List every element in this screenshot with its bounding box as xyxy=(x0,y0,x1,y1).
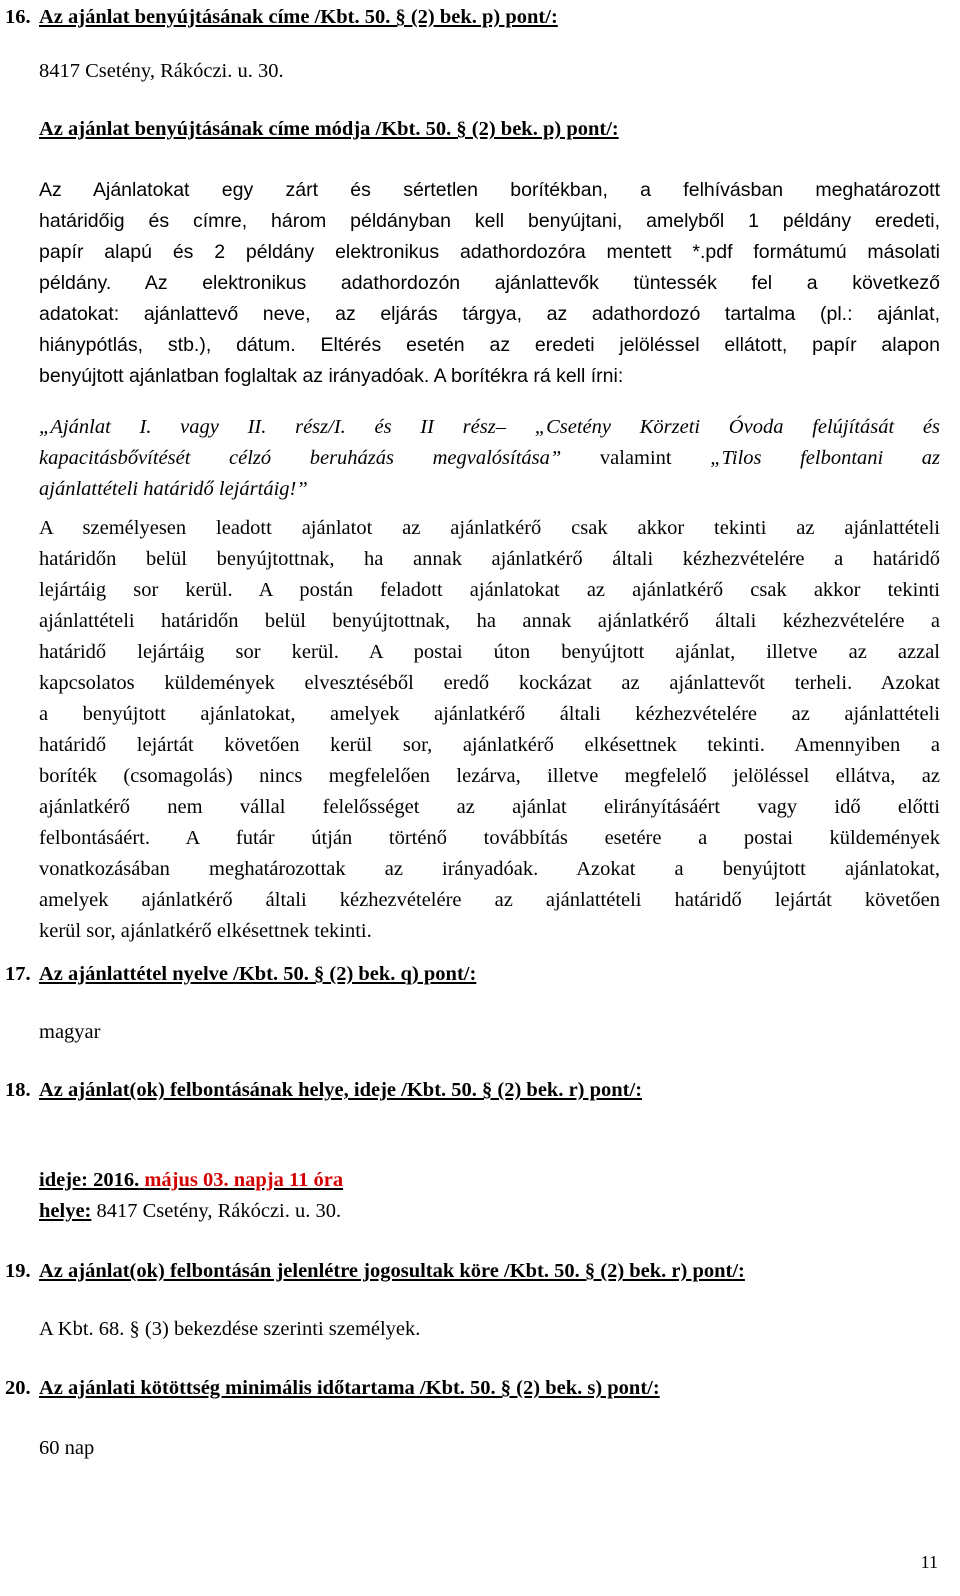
opening-time xyxy=(39,1169,343,1192)
paragraph-line: a benyújtott ajánlatokat, amelyek ajánlatkérő általi kézhezvételére az ajánlattételi xyxy=(39,703,940,725)
section-17-heading: Az ajánlattétel nyelve /Kbt. 50. § (2) bek. q) pont/: xyxy=(39,963,477,985)
paragraph-line: ajánlatkérő nem vállal felelősséget az ajánlat elirányításáért vagy idő előtti xyxy=(39,796,940,818)
paragraph-line: lejártáig sor kerül. A postán feladott ajánlatokat az ajánlatkérő csak akkor tekinti xyxy=(39,579,940,601)
paragraph-line: benyújtott ajánlatban foglaltak az irányadóak. A borítékra rá kell írni: xyxy=(39,365,624,387)
quote-line xyxy=(39,443,940,474)
quote-normal: valamint xyxy=(599,447,672,469)
paragraph-line: ajánlattételi határidőn belül benyújtottnak, ha annak ajánlatkérő általi kézhezvételére a xyxy=(39,610,940,632)
opening-time-value: május 03. napja 11 óra xyxy=(144,1169,344,1191)
section-18-number: 18. xyxy=(5,1079,31,1101)
section-20-number: 20. xyxy=(5,1377,31,1399)
quote-italic: kapacitásbővítését célzó beruházás megvalósítása” xyxy=(39,447,562,469)
paragraph-line: határidőig és címre, három példányban kell benyújtani, amelyből 1 példány eredeti, xyxy=(39,210,940,232)
section-17-value: magyar xyxy=(39,1021,101,1043)
section-19-heading: Az ajánlat(ok) felbontásán jelenlétre jogosultak köre /Kbt. 50. § (2) bek. r) pont/: xyxy=(39,1260,745,1282)
paragraph-line: amelyek ajánlatkérő általi kézhezvételére az ajánlattételi határidő lejártát követően xyxy=(39,889,940,911)
section-17-number: 17. xyxy=(5,963,31,985)
paragraph-line: papír alapú és 2 példány elektronikus adathordozóra mentett *.pdf formátumú másolati xyxy=(39,241,940,263)
section-16-paragraph-1 xyxy=(39,175,940,392)
section-16-address: 8417 Csetény, Rákóczi. u. 30. xyxy=(39,60,284,82)
paragraph-line: A személyesen leadott ajánlatot az ajánlatkérő csak akkor tekinti az ajánlattételi xyxy=(39,517,940,539)
paragraph-line: hiánypótlás, stb.), dátum. Eltérés esetén az eredeti jelöléssel ellátott, papír alapon xyxy=(39,334,940,356)
section-16-number: 16. xyxy=(5,6,31,28)
quote-italic: „Tilos felbontani az xyxy=(710,447,940,469)
section-20-value: 60 nap xyxy=(39,1437,95,1459)
section-19-value: A Kbt. 68. § (3) bekezdése szerinti személyek. xyxy=(39,1318,421,1340)
quote-line: „Ajánlat I. vagy II. rész/I. és II rész– „Csetény Körzeti Óvoda felújítását és xyxy=(39,416,940,438)
paragraph-line: példány. Az elektronikus adathordozón ajánlattevők tüntessék fel a következő xyxy=(39,272,940,294)
section-18-heading: Az ajánlat(ok) felbontásának helye, ideje /Kbt. 50. § (2) bek. r) pont/: xyxy=(39,1079,643,1101)
paragraph-line: kapcsolatos küldemények elvesztéséből eredő kockázat az ajánlattevőt terheli. Azokat xyxy=(39,672,940,694)
section-16-paragraph-2 xyxy=(39,513,940,947)
paragraph-line: felbontásáért. A futár útján történő továbbítás esetére a postai küldemények xyxy=(39,827,940,849)
section-16-mode-heading: Az ajánlat benyújtásának címe módja /Kbt. 50. § (2) bek. p) pont/: xyxy=(39,118,619,140)
paragraph-line: boríték (csomagolás) nincs megfelelően lezárva, illetve megfelelő jelöléssel ellátva, az xyxy=(39,765,940,787)
paragraph-line: adatokat: ajánlattevő neve, az eljárás tárgya, az adathordozó tartalma (pl.: ajánlat, xyxy=(39,303,940,325)
paragraph-line: határidő lejártáig sor kerül. A postai úton benyújtott ajánlat, illetve az azzal xyxy=(39,641,940,663)
section-19-number: 19. xyxy=(5,1260,31,1282)
opening-place-label: helye: xyxy=(39,1200,92,1222)
opening-place xyxy=(39,1200,341,1223)
paragraph-line: határidőn belül benyújtottnak, ha annak ajánlatkérő általi kézhezvételére a határidő xyxy=(39,548,940,570)
opening-time-label: ideje: 2016. xyxy=(39,1169,140,1191)
paragraph-line: kerül sor, ajánlatkérő elkésettnek tekinti. xyxy=(39,920,372,942)
opening-place-value: 8417 Csetény, Rákóczi. u. 30. xyxy=(96,1200,342,1222)
section-20-heading: Az ajánlati kötöttség minimális időtartama /Kbt. 50. § (2) bek. s) pont/: xyxy=(39,1377,660,1399)
paragraph-line: határidő lejártát követően kerül sor, ajánlatkérő elkésettnek tekinti. Amennyiben a xyxy=(39,734,940,756)
page-number: 11 xyxy=(920,1552,938,1572)
section-16-heading: Az ajánlat benyújtásának címe /Kbt. 50. § (2) bek. p) pont/: xyxy=(39,6,558,28)
paragraph-line: vonatkozásában meghatározottak az irányadóak. Azokat a benyújtott ajánlatokat, xyxy=(39,858,940,880)
paragraph-line: Az Ajánlatokat egy zárt és sértetlen borítékban, a felhívásban meghatározott xyxy=(39,179,940,201)
envelope-inscription xyxy=(39,412,940,505)
quote-line: ajánlattételi határidő lejártáig!” xyxy=(39,478,308,500)
